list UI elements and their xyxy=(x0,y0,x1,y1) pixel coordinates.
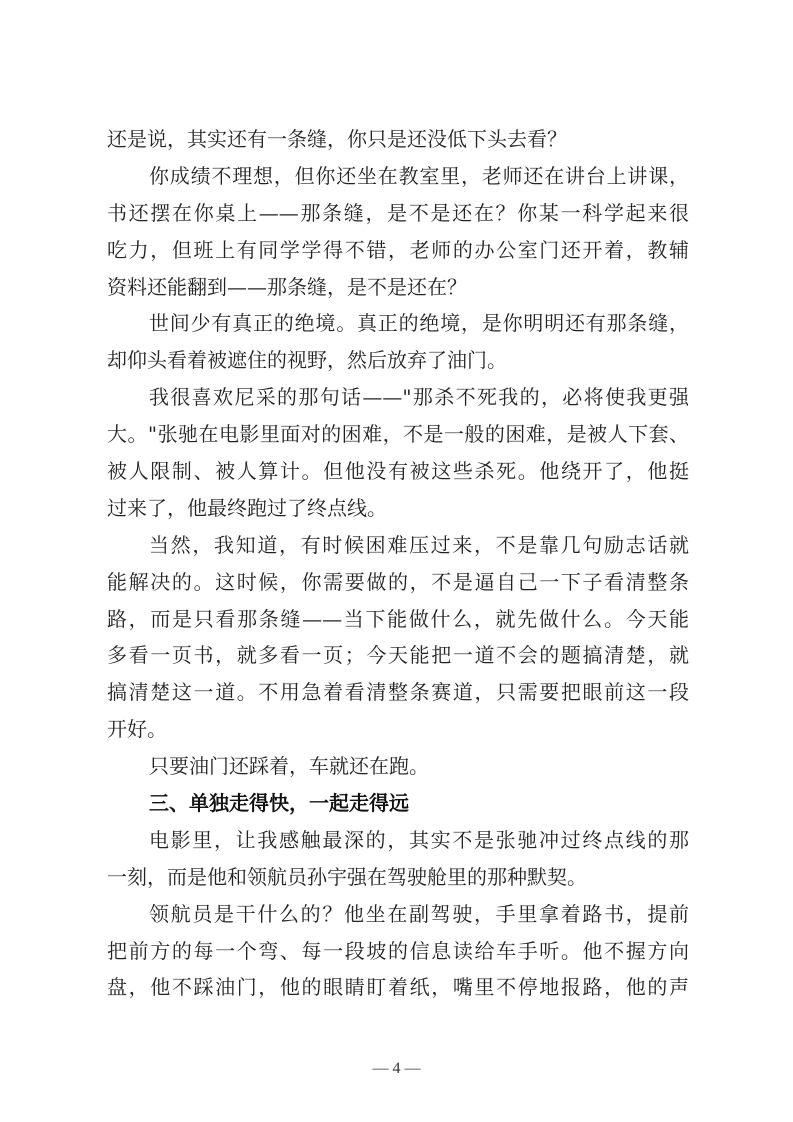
page-number: — 4 — xyxy=(372,1060,421,1077)
text-line: 当然，我知道，有时候困难压过来，不是靠几句励志话就 xyxy=(149,532,689,557)
text-line: 开好。 xyxy=(107,717,167,742)
text-line: 只要油门还踩着，车就还在跑。 xyxy=(149,754,429,779)
text-line: 电影里，让我感触最深的，其实不是张驰冲过终点线的那 xyxy=(149,827,689,852)
text-line: 把前方的每一个弯、每一段坡的信息读给车手听。他不握方向 xyxy=(107,938,689,963)
text-line: 多看一页书，就多看一页；今天能把一道不会的题搞清楚，就 xyxy=(107,643,689,668)
text-line: 领航员是干什么的？他坐在副驾驶，手里拿着路书，提前 xyxy=(149,901,689,926)
text-line: 却仰头看着被遮住的视野，然后放弃了油门。 xyxy=(107,348,507,373)
text-line: 你成绩不理想，但你还坐在教室里，老师还在讲台上讲课， xyxy=(149,163,689,188)
text-line: 还是说，其实还有一条缝，你只是还没低下头去看？ xyxy=(107,127,567,151)
text-line: 过来了，他最终跑过了终点线。 xyxy=(107,495,387,520)
text-line: 我很喜欢尼采的那句话——"那杀不死我的，必将使我更强 xyxy=(149,385,689,410)
document-body xyxy=(107,121,689,1006)
text-line: 资料还能翻到——那条缝，是不是还在？ xyxy=(107,274,467,299)
text-line: 一刻，而是他和领航员孙宇强在驾驶舱里的那种默契。 xyxy=(107,864,587,889)
text-line: 世间少有真正的绝境。真正的绝境，是你明明还有那条缝， xyxy=(149,311,689,336)
text-line: 大。"张驰在电影里面对的困难，不是一般的困难，是被人下套、 xyxy=(107,422,689,447)
section-heading: 三、单独走得快，一起走得远 xyxy=(149,791,409,816)
text-line: 搞清楚这一道。不用急着看清整条赛道，只需要把眼前这一段 xyxy=(107,680,689,705)
text-line: 能解决的。这时候，你需要做的，不是逼自己一下子看清整条 xyxy=(107,569,689,594)
text-line: 被人限制、被人算计。但他没有被这些杀死。他绕开了，他挺 xyxy=(107,459,689,484)
text-line: 路，而是只看那条缝——当下能做什么，就先做什么。今天能 xyxy=(107,606,689,631)
text-line: 盘，他不踩油门，他的眼睛盯着纸，嘴里不停地报路，他的声 xyxy=(107,975,689,1000)
text-line: 书还摆在你桌上——那条缝，是不是还在？你某一科学起来很 xyxy=(107,200,689,225)
text-line: 吃力，但班上有同学学得不错，老师的办公室门还开着，教辅 xyxy=(107,237,689,262)
